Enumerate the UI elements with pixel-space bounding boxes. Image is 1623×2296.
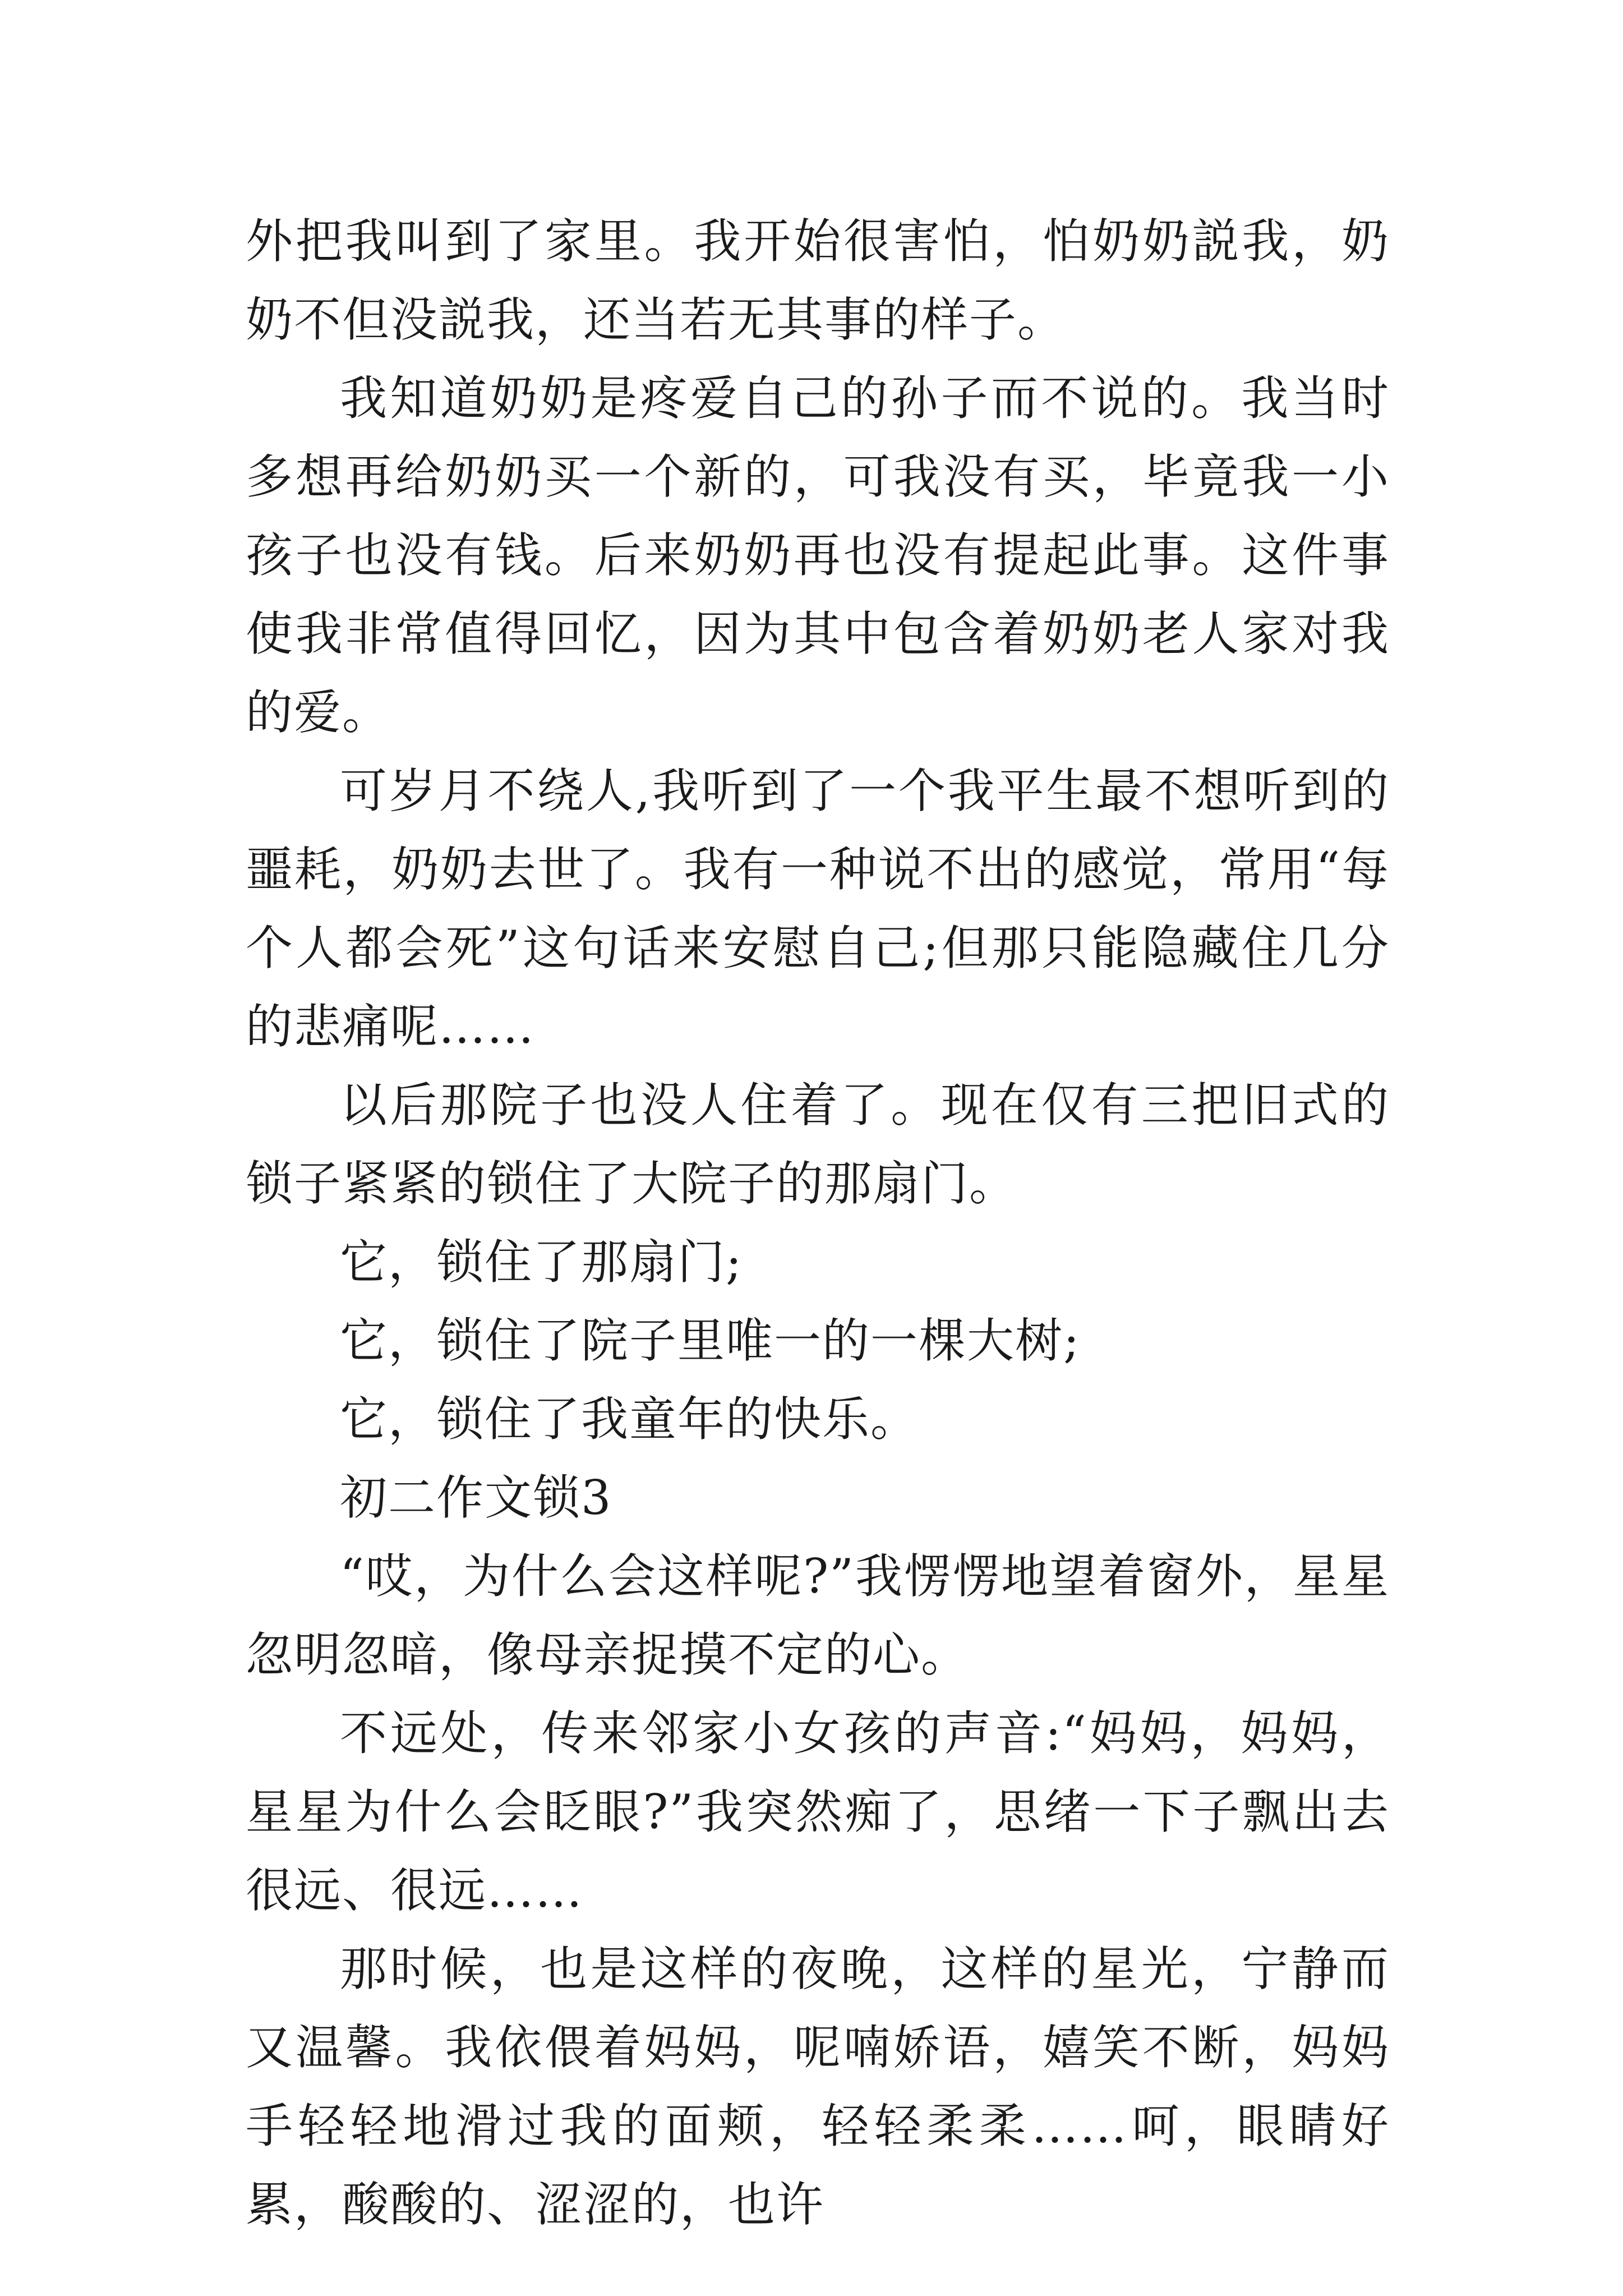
paragraph-4: 以后那院子也没人住着了。现在仅有三把旧式的锁子紧紧的锁住了大院子的那扇门。 [246, 1078, 1390, 1211]
paragraph-8: “哎，为什么会这样呢?”我愣愣地望着窗外，星星忽明忽暗，像母亲捉摸不定的心。 [246, 1549, 1390, 1682]
paragraph-10: 那时候，也是这样的夜晚，这样的星光，宁静而又温馨。我依偎着妈妈，呢喃娇语，嬉笑不断，妈妈手轻轻地滑过我的面颊，轻轻柔柔……呵，眼睛好累，酸酸的、涩涩的，也许 [246, 1941, 1390, 2232]
paragraph-5: 它，锁住了那扇门; [340, 1235, 743, 1290]
paragraph-9: 不远处，传来邻家小女孩的声音:“妈妈，妈妈，星星为什么会眨眼?”我突然痴了，思绪一下子飘出去很远、很远…… [246, 1706, 1390, 1918]
paragraph-6: 它，锁住了院子里唯一的一棵大树; [340, 1313, 1081, 1368]
essay-body [246, 202, 1390, 2244]
paragraph-7: 它，锁住了我童年的快乐。 [340, 1392, 919, 1447]
section-heading: 初二作文锁3 [340, 1470, 612, 1525]
paragraph-3: 可岁月不绕人,我听到了一个我平生最不想听到的噩耗，奶奶去世了。我有一种说不出的感觉，常用“每个人都会死”这句话来安慰自己;但那只能隐藏住几分的悲痛呢…… [246, 763, 1390, 1054]
paragraph-2: 我知道奶奶是疼爱自己的孙子而不说的。我当时多想再给奶奶买一个新的，可我没有买，毕竟我一小孩子也没有钱。后来奶奶再也没有提起此事。这件事使我非常值得回忆，因为其中包含着奶奶老人家对我的爱。 [246, 371, 1390, 740]
paragraph-1: 外把我叫到了家里。我开始很害怕，怕奶奶説我，奶奶不但没説我，还当若无其事的样子。 [246, 214, 1390, 347]
